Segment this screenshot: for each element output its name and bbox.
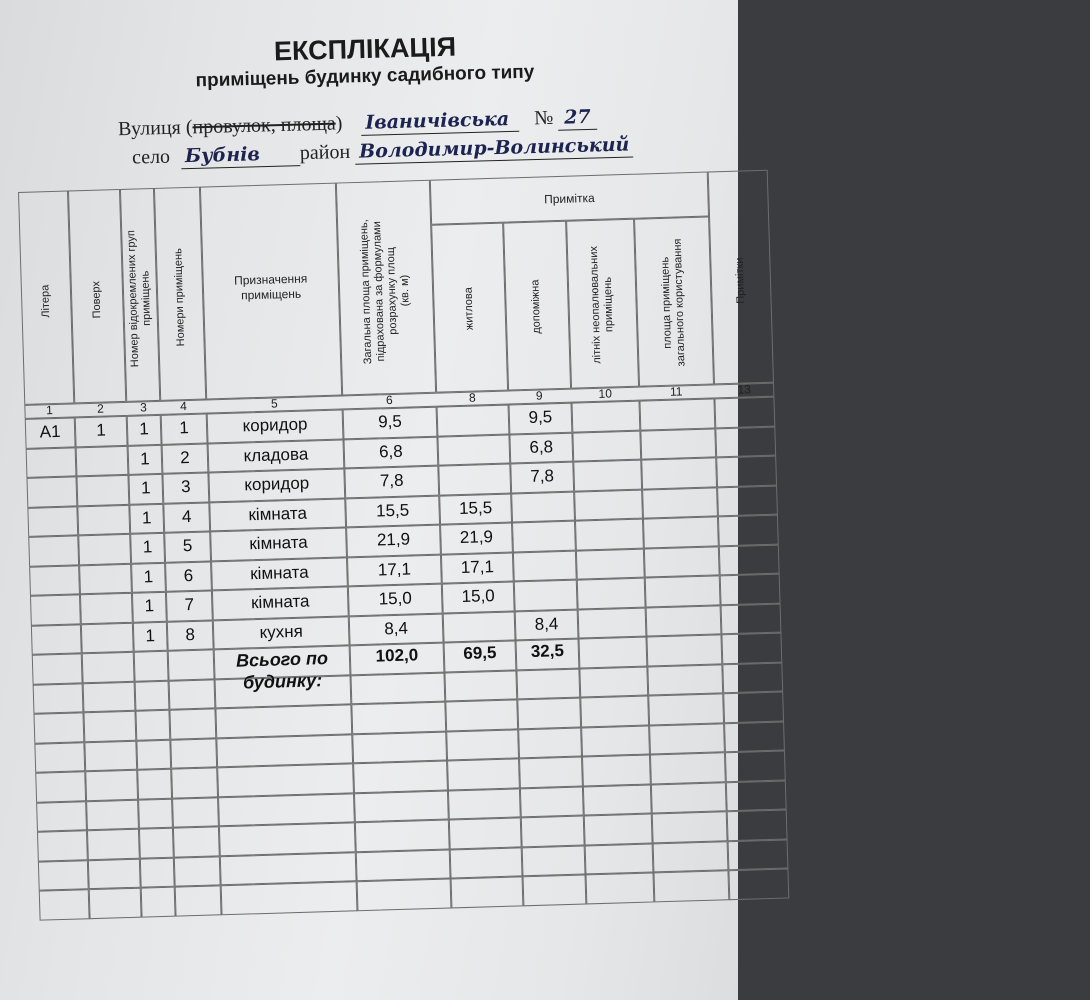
table-cell: [83, 681, 136, 712]
table-cell: [583, 784, 652, 816]
row-living: 15,0: [461, 586, 496, 607]
street-label-suffix: ): [335, 112, 343, 135]
table-cell: [351, 702, 446, 734]
table-cell: [438, 464, 511, 496]
table-cell: [577, 578, 646, 610]
table-cell: [216, 734, 353, 768]
header-group-no: Номер відокремлених груп приміщень: [125, 229, 154, 368]
row-room: 7: [184, 594, 195, 615]
document-subtitle: приміщень будинку садибного типу: [195, 61, 535, 92]
table-cell: [83, 711, 136, 742]
district-label: район: [299, 140, 351, 165]
table-cell: [26, 476, 77, 507]
table-cell: [218, 793, 355, 827]
row-aux: 8,4: [534, 613, 559, 634]
column-number: 1: [45, 403, 54, 418]
row-total: 21,9: [376, 529, 411, 550]
table-cell: [512, 521, 576, 552]
table-cell: [135, 680, 170, 710]
table-cell: [646, 605, 722, 637]
header-floor: Поверх: [90, 280, 104, 319]
table-cell: [139, 828, 174, 858]
explication-table: [18, 161, 1089, 932]
table-cell: [645, 575, 721, 607]
row-group: 1: [144, 596, 155, 616]
table-cell: [720, 574, 781, 605]
number-value: 27: [563, 105, 592, 129]
row-purpose: кухня: [259, 621, 304, 642]
column-number: 3: [139, 400, 147, 415]
table-cell: [651, 782, 727, 814]
table-cell: [84, 740, 137, 771]
table-cell: [519, 757, 583, 788]
table-cell: [140, 857, 175, 887]
row-litera: А1: [39, 421, 61, 442]
table-cell: [724, 721, 785, 752]
table-cell: [717, 485, 778, 516]
district-value: Володимир-Волинський: [358, 133, 630, 163]
table-cell: [571, 401, 640, 433]
table-cell: [220, 852, 357, 886]
row-group: 1: [139, 419, 150, 439]
table-cell: [87, 829, 140, 860]
table-cell: [169, 679, 216, 710]
table-cell: [513, 550, 577, 581]
table-cell: [33, 712, 84, 743]
row-aux: 7,8: [530, 466, 555, 486]
table-cell: [516, 668, 580, 699]
row-group: 1: [143, 566, 154, 586]
table-cell: [355, 819, 450, 851]
table-cell: [173, 826, 220, 857]
table-cell: [30, 594, 81, 625]
number-label: №: [533, 106, 554, 130]
table-cell: [653, 870, 729, 902]
row-room: 4: [181, 506, 192, 526]
table-cell: [356, 849, 451, 881]
table-cell: [34, 742, 85, 773]
table-cell: [728, 868, 789, 899]
table-cell: [437, 434, 510, 466]
table-cell: [352, 731, 447, 763]
row-purpose: кімната: [248, 503, 308, 524]
row-total: 15,5: [375, 500, 410, 521]
table-cell: [580, 696, 649, 728]
table-cell: [169, 708, 216, 739]
table-cell: [511, 491, 575, 522]
row-group: 1: [141, 507, 152, 527]
street-value: Іваничівська: [365, 108, 510, 134]
table-cell: [642, 487, 718, 519]
table-cell: [514, 580, 578, 611]
table-cell: [134, 651, 169, 681]
row-room: 6: [183, 565, 194, 585]
row-group: 1: [142, 537, 153, 557]
table-cell: [582, 754, 651, 786]
table-cell: [33, 683, 84, 714]
header-living: житлова: [462, 287, 476, 331]
row-purpose: коридор: [244, 473, 310, 495]
table-cell: [727, 809, 788, 840]
header-litera: Літера: [39, 284, 53, 318]
table-cell: [141, 887, 176, 917]
table-cell: [715, 426, 776, 457]
row-aux: 6,8: [529, 436, 554, 457]
table-cell: [136, 739, 171, 769]
row-room: 5: [182, 535, 193, 556]
table-cell: [80, 593, 133, 624]
table-cell: [518, 727, 582, 758]
row-aux: 9,5: [528, 407, 553, 427]
table-cell: [653, 841, 729, 873]
table-cell: [82, 652, 135, 683]
table-cell: [215, 704, 352, 738]
table-cell: [37, 830, 88, 861]
table-cell: [76, 445, 129, 476]
header-notes-group: Примітка: [543, 190, 595, 207]
row-total: 17,1: [377, 559, 412, 579]
table-cell: [649, 723, 725, 755]
row-room: 2: [179, 447, 190, 467]
table-cell: [175, 885, 222, 916]
table-cell: [448, 788, 521, 820]
row-total: 15,0: [378, 588, 413, 609]
table-cell: [574, 489, 643, 521]
header-purpose: Призначення приміщень: [233, 271, 308, 303]
table-cell: [572, 430, 641, 462]
row-total: 7,8: [379, 470, 404, 491]
header-common: площа приміщень загального користування: [659, 238, 688, 367]
column-number: 6: [385, 392, 393, 408]
table-cell: [445, 699, 518, 731]
column-number: 5: [270, 396, 278, 411]
row-purpose: кладова: [243, 444, 309, 465]
column-number: 2: [96, 401, 105, 416]
totals-living: 69,5: [463, 643, 497, 663]
document-title: ЕКСПЛІКАЦІЯ: [273, 31, 457, 67]
table-cell: [451, 876, 524, 908]
row-group: 1: [139, 448, 150, 468]
village-value: Бубнів: [184, 143, 261, 168]
column-number: 11: [669, 384, 683, 399]
table-cell: [35, 771, 86, 802]
table-cell: [576, 548, 645, 580]
table-cell: [719, 544, 780, 575]
header-total-area: Загальна площа приміщень, підрахована за формулами розрахунку площ (кв. м): [357, 219, 412, 365]
table-cell: [31, 624, 82, 655]
row-purpose: кімната: [250, 591, 310, 613]
table-cell: [578, 607, 647, 639]
table-cell: [647, 664, 723, 696]
column-number: 13: [737, 382, 752, 397]
table-cell: [725, 750, 786, 781]
table-cell: [170, 738, 217, 769]
row-living: 15,5: [458, 497, 493, 518]
row-floor: 1: [96, 420, 107, 440]
table-cell: [643, 516, 719, 548]
table-cell: [648, 693, 724, 725]
table-cell: [520, 786, 584, 817]
table-cell: [722, 662, 783, 693]
row-living: 17,1: [460, 556, 495, 577]
header-aux: допоміжна: [529, 279, 543, 334]
table-cell: [585, 843, 654, 875]
table-cell: [650, 752, 726, 784]
table-cell: [523, 874, 587, 905]
table-cell: [437, 405, 510, 437]
table-cell: [32, 653, 83, 684]
column-number: 10: [598, 386, 613, 401]
table-cell: [640, 428, 716, 460]
table-cell: [644, 546, 720, 578]
row-living: 21,9: [459, 527, 494, 548]
table-cell: [27, 506, 78, 537]
row-purpose: кімната: [249, 532, 308, 554]
header-notes: Примітки: [733, 257, 748, 304]
street-label-prefix: Вулиця (: [117, 116, 193, 141]
row-room: 1: [179, 418, 190, 438]
table-cell: [29, 565, 80, 596]
table-cell: [86, 799, 139, 830]
table-cell: [447, 758, 520, 790]
table-cell: [444, 670, 517, 702]
table-cell: [28, 535, 79, 566]
table-cell: [353, 761, 448, 793]
table-cell: [76, 475, 129, 506]
table-cell: [584, 813, 653, 845]
row-room: 8: [185, 624, 196, 644]
column-number: 9: [535, 388, 543, 403]
totals-label-line1: Всього по: [235, 648, 329, 671]
totals-total: 102,0: [375, 645, 419, 666]
table-cell: [723, 692, 784, 723]
table-cell: [721, 603, 782, 634]
table-cell: [716, 456, 777, 487]
table-cell: [718, 515, 779, 546]
table-cell: [726, 780, 787, 811]
table-cell: [573, 460, 642, 492]
table-cell: [168, 649, 215, 680]
table-cell: [217, 763, 354, 797]
table-cell: [36, 801, 87, 832]
table-cell: [721, 633, 782, 664]
table-cell: [521, 815, 585, 846]
street-label-struck: провулок, площа: [192, 112, 336, 139]
table-cell: [26, 447, 77, 478]
row-purpose: коридор: [242, 414, 308, 436]
table-cell: [575, 519, 644, 551]
village-label: село: [131, 145, 171, 169]
table-cell: [443, 611, 516, 643]
header-summer: літніх неопалювальних приміщень: [587, 245, 616, 364]
row-purpose: кімната: [249, 562, 309, 583]
table-cell: [446, 729, 519, 761]
table-cell: [517, 698, 581, 729]
row-total: 9,5: [377, 411, 403, 432]
row-group: 1: [140, 478, 151, 498]
table-cell: [172, 797, 219, 828]
table-cell: [728, 839, 789, 870]
table-cell: [354, 790, 449, 822]
table-cell: [641, 457, 717, 489]
table-cell: [38, 860, 89, 891]
table-cell: [449, 817, 522, 849]
table-cell: [578, 637, 647, 669]
table-cell: [522, 845, 586, 876]
table-cell: [89, 888, 142, 919]
table-cell: [639, 398, 715, 430]
totals-aux: 32,5: [530, 641, 565, 661]
table-cell: [219, 822, 356, 856]
table-cell: [171, 767, 218, 798]
table-cell: [85, 770, 138, 801]
row-total: 8,4: [383, 618, 409, 638]
totals-label-line2: будинку:: [242, 670, 323, 693]
table-cell: [138, 798, 173, 828]
table-cell: [585, 872, 654, 904]
table-cell: [39, 889, 90, 920]
row-total: 6,8: [378, 441, 403, 461]
row-group: 1: [145, 625, 156, 645]
table-cell: [81, 622, 134, 653]
table-cell: [357, 878, 452, 910]
table-cell: [79, 563, 132, 594]
table-cell: [77, 504, 130, 535]
table-cell: [350, 672, 445, 704]
table-cell: [652, 811, 728, 843]
table-cell: [137, 769, 172, 799]
table-cell: [646, 634, 722, 666]
header-room-no: Номери приміщень: [172, 248, 188, 347]
table-cell: [88, 858, 141, 889]
table-cell: [221, 881, 358, 915]
column-number: 4: [179, 399, 187, 414]
table-cell: [174, 856, 221, 887]
column-number: 8: [468, 390, 476, 405]
table-cell: [450, 847, 523, 879]
table-cell: [579, 666, 648, 698]
table-cell: [78, 534, 131, 565]
row-room: 3: [180, 477, 191, 497]
table-cell: [135, 710, 170, 740]
table-cell: [581, 725, 650, 757]
table-cell: [714, 397, 775, 428]
